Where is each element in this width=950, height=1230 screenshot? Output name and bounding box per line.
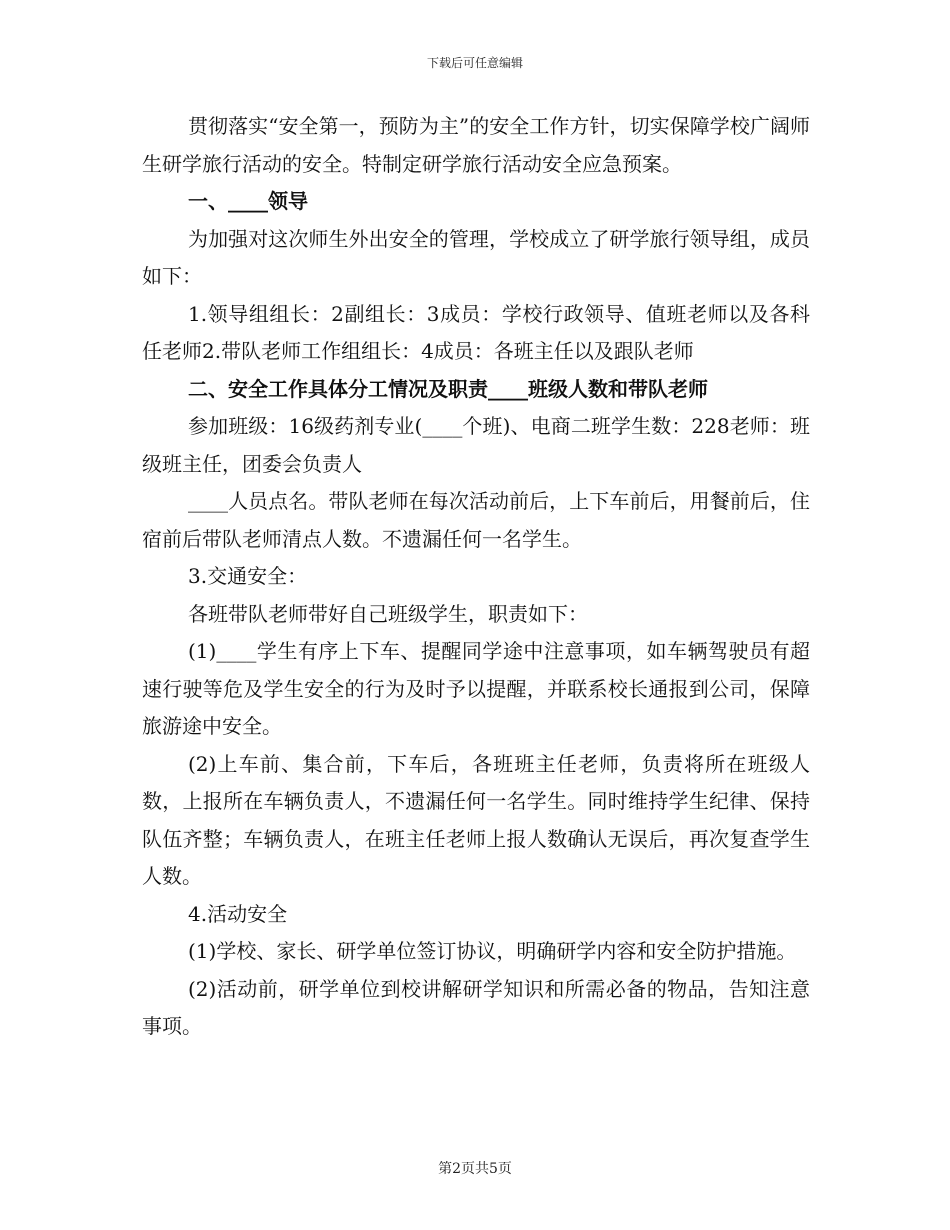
paragraph-rollcall: ____人员点名。带队老师在每次活动前后，上下车前后，用餐前后，住宿前后带队老师清点人数。不遗漏任何一名学生。 [142, 489, 810, 551]
heading-section-1: 一、____领导 [188, 189, 308, 213]
heading-section-2: 二、安全工作具体分工情况及职责____班级人数和带队老师 [188, 376, 708, 401]
paragraph-activity-title: 4.活动安全 [188, 901, 288, 926]
paragraph-traffic-intro: 各班带队老师带好自己班级学生，职责如下： [188, 601, 588, 626]
paragraph-leadership: 为加强对这次师生外出安全的管理，学校成立了研学旅行领导组，成员如下： [142, 226, 810, 288]
page-footer: 第2页共5页 [438, 1161, 512, 1177]
paragraph-members: 1.领导组组长：2副组长：3成员：学校行政领导、值班老师以及各科任老师2.带队老师工作组组长：4成员：各班主任以及跟队老师 [142, 301, 810, 363]
paragraph-traffic-item-1: (1)____学生有序上下车、提醒同学途中注意事项，如车辆驾驶员有超速行驶等危及学生安全的行为及时予以提醒，并联系校长通报到公司，保障旅游途中安全。 [142, 639, 810, 738]
document-body [142, 108, 810, 1046]
paragraph-classes: 参加班级：16级药剂专业(____个班)、电商二班学生数：228老师：班级班主任，团委会负责人 [142, 414, 810, 476]
paragraph-traffic-item-2: (2)上车前、集合前，下车后，各班班主任老师，负责将所在班级人数，上报所在车辆负责人，不遗漏任何一名学生。同时维持学生纪律、保持队伍齐整；车辆负责人，在班主任老师上报人数确认无误后，再次复查学生人数。 [142, 751, 810, 888]
page-header: 下载后可任意编辑 [426, 56, 523, 70]
paragraph-activity-item-1: (1)学校、家长、研学单位签订协议，明确研学内容和安全防护措施。 [188, 939, 797, 963]
paragraph-activity-item-2: (2)活动前，研学单位到校讲解研学知识和所需必备的物品，告知注意事项。 [142, 976, 810, 1038]
paragraph-traffic-title: 3.交通安全： [188, 564, 308, 588]
paragraph-intro: 贯彻落实“安全第一，预防为主”的安全工作方针，切实保障学校广阔师生研学旅行活动的安全。特制定研学旅行活动安全应急预案。 [142, 114, 810, 176]
